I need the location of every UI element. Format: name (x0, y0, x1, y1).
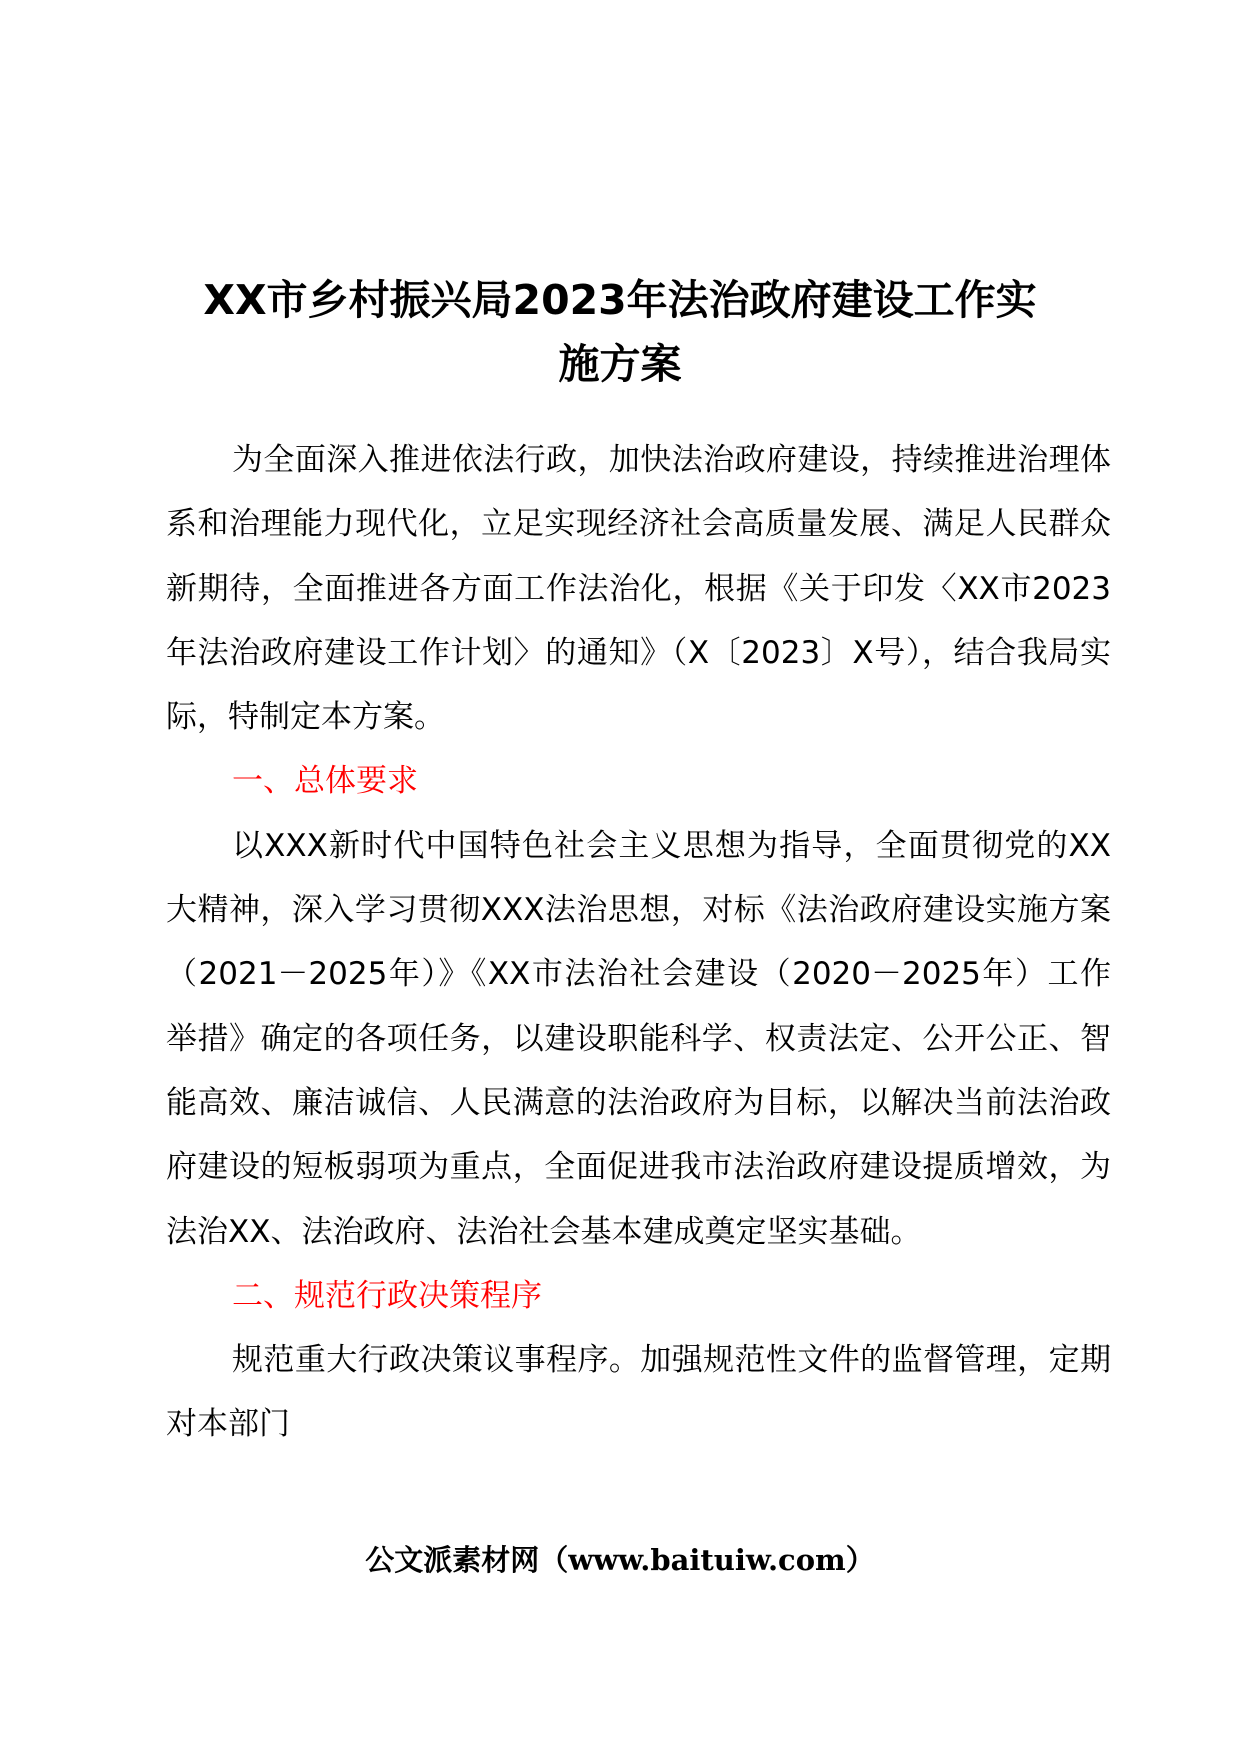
document-title (140, 268, 1100, 396)
intro-paragraph: 为全面深入推进依法行政，加快法治政府建设，持续推进治理体系和治理能力现代化，立足实现经济社会高质量发展、满足人民群众新期待，全面推进各方面工作法治化，根据《关于印发〈XX市2023年法治政府建设工作计划〉的通知》（X〔2023〕X号），结合我局实际，特制定本方案。 (166, 442, 1111, 736)
section-1-paragraph: 以XXX新时代中国特色社会主义思想为指导，全面贯彻党的XX大精神，深入学习贯彻XXX法治思想，对标《法治政府建设实施方案（2021－2025年）》《XX市法治社会建设（2020－2025年）工作举措》确定的各项任务，以建设职能科学、权责法定、公开公正、智能高效、廉洁诚信、人民满意的法治政府为目标，以解决当前法治政府建设的短板弱项为重点，全面促进我市法治政府建设提质增效，为法治XX、法治政府、法治社会基本建成奠定坚实基础。 (166, 827, 1111, 1250)
section-1-heading: 一、总体要求 (232, 763, 418, 800)
source-footer: 公文派素材网（www.baituiw.com） (365, 1543, 875, 1577)
title-line-2: 施方案 (558, 340, 682, 388)
section-2-heading: 二、规范行政决策程序 (232, 1277, 542, 1314)
document-body (166, 428, 1111, 1457)
section-2-paragraph: 规范重大行政决策议事程序。加强规范性文件的监督管理，定期对本部门 (166, 1342, 1111, 1443)
title-line-1: XX市乡村振兴局2023年法治政府建设工作实 (203, 276, 1037, 324)
